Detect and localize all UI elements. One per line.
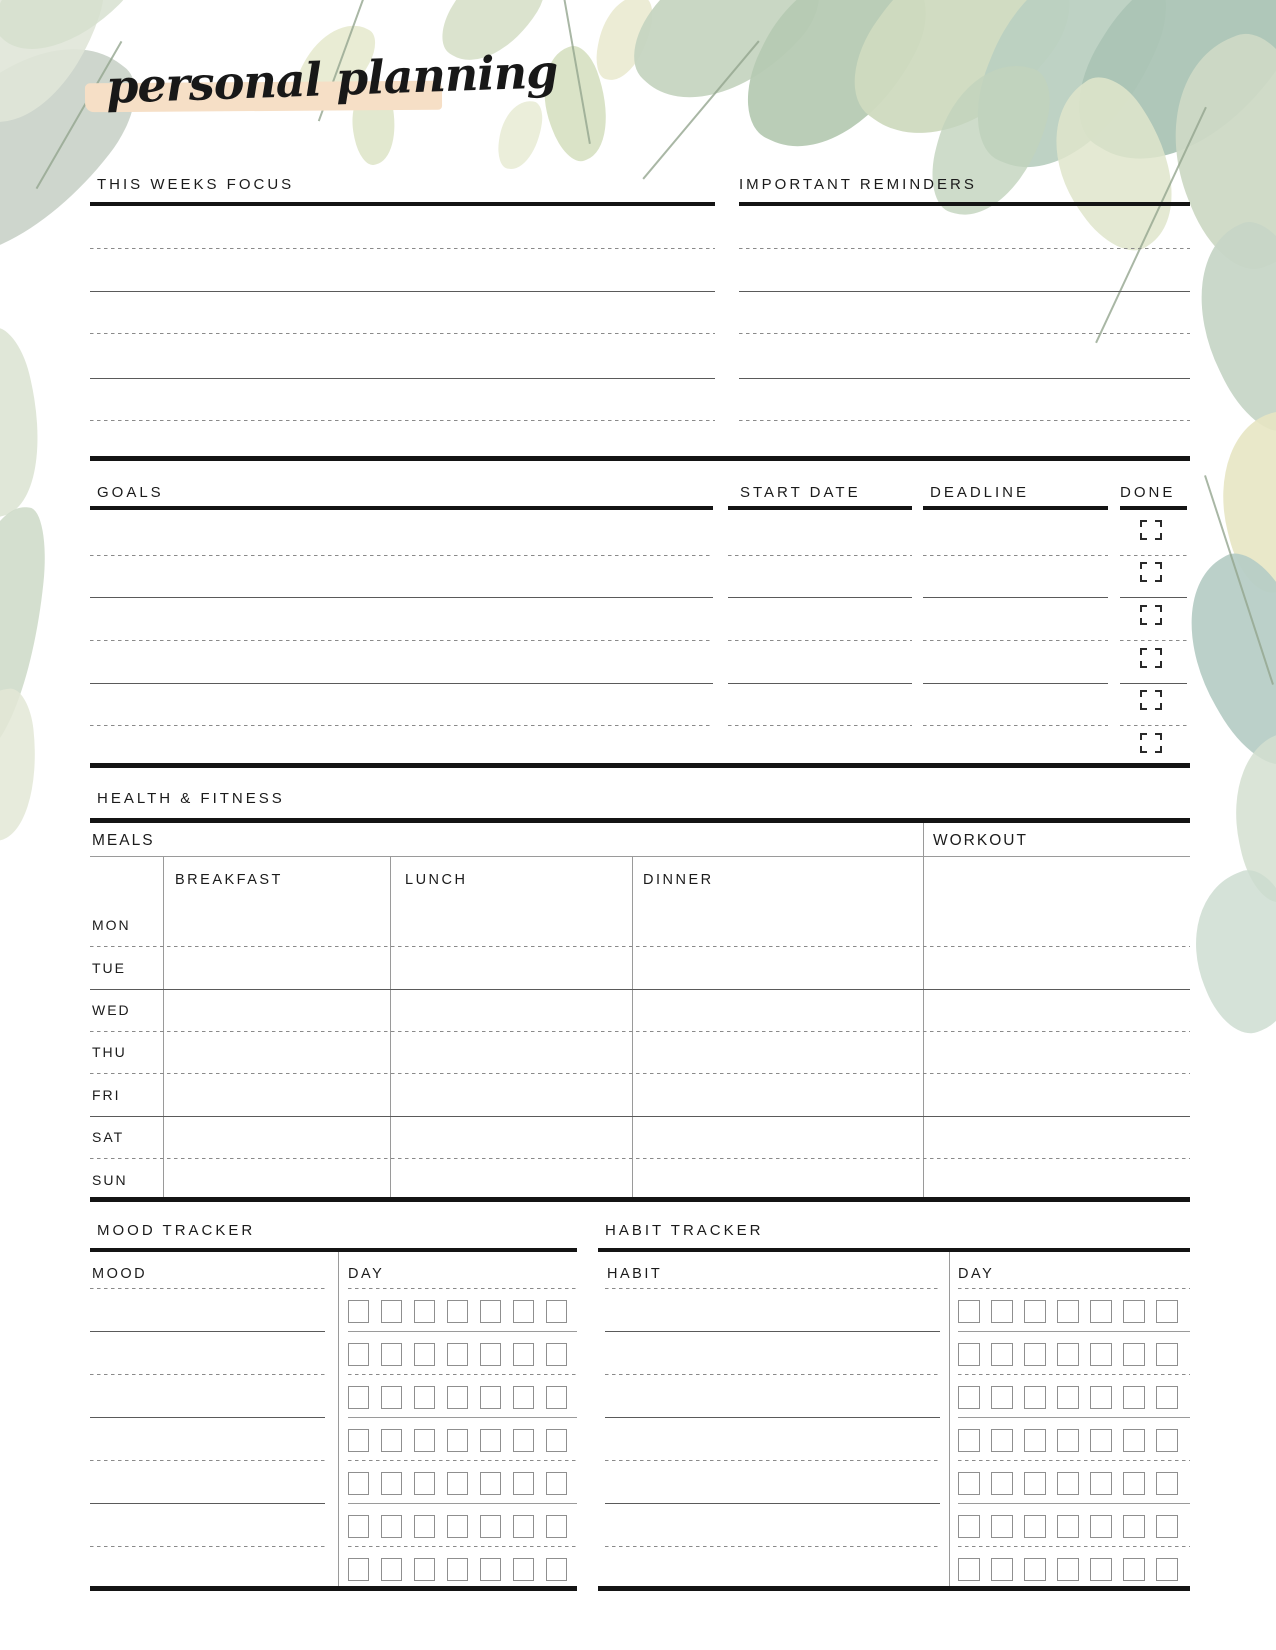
goal-row-line[interactable] [728, 640, 912, 641]
habit-day-checkbox[interactable] [958, 1343, 980, 1366]
habit-day-checkbox[interactable] [1024, 1343, 1046, 1366]
goal-row-line[interactable] [1120, 555, 1187, 556]
mood-day-checkbox[interactable] [447, 1472, 468, 1495]
habit-day-checkbox[interactable] [1090, 1515, 1112, 1538]
mood-day-checkbox[interactable] [513, 1558, 534, 1581]
mood-day-checkbox[interactable] [513, 1300, 534, 1323]
mood-day-checkbox[interactable] [414, 1558, 435, 1581]
mood-day-checkbox[interactable] [447, 1386, 468, 1409]
mood-day-checkbox[interactable] [546, 1472, 567, 1495]
mood-column-label: MOOD [92, 1266, 148, 1282]
habit-day-checkbox[interactable] [1123, 1386, 1145, 1409]
habit-day-row-line [958, 1546, 1190, 1547]
mood-row-line[interactable] [90, 1417, 325, 1418]
mood-day-checkbox[interactable] [480, 1343, 501, 1366]
habit-day-checkbox[interactable] [1156, 1472, 1178, 1495]
mood-day-checkbox[interactable] [513, 1343, 534, 1366]
meal-day-row-line[interactable] [90, 1031, 1190, 1032]
goal-row-line[interactable] [728, 597, 912, 598]
habit-day-checkbox[interactable] [1156, 1300, 1178, 1323]
mood-day-checkbox[interactable] [447, 1558, 468, 1581]
meal-column-divider [390, 856, 391, 1197]
habit-day-checkbox[interactable] [1057, 1386, 1079, 1409]
habit-day-row-line [958, 1417, 1190, 1418]
focus-writing-line[interactable] [90, 420, 715, 421]
focus-heading-underline [90, 202, 715, 206]
habit-day-divider [949, 1252, 950, 1586]
done-checkbox[interactable] [1140, 520, 1162, 540]
reminders-writing-line[interactable] [739, 291, 1190, 292]
goals-header-underline [728, 506, 912, 510]
habit-day-checkbox[interactable] [991, 1343, 1013, 1366]
mood-row-line[interactable] [90, 1546, 325, 1547]
habit-day-checkbox[interactable] [1057, 1429, 1079, 1452]
meal-day-label: TUE [92, 960, 126, 976]
goal-row-line[interactable] [90, 725, 713, 726]
mood-day-row-line [348, 1331, 577, 1332]
focus-writing-line[interactable] [90, 378, 715, 379]
mood-day-underline [348, 1288, 577, 1289]
mood-day-checkbox[interactable] [381, 1300, 402, 1323]
habit-day-checkbox[interactable] [1090, 1343, 1112, 1366]
mood-day-checkbox[interactable] [447, 1515, 468, 1538]
mood-day-checkbox[interactable] [348, 1386, 369, 1409]
habit-row-line[interactable] [605, 1503, 940, 1504]
health-heading: HEALTH & FITNESS [97, 790, 285, 807]
habit-day-row-line [958, 1460, 1190, 1461]
page-title: personal planning [105, 44, 559, 114]
mood-day-checkbox[interactable] [480, 1300, 501, 1323]
habit-tracker-bottom-bar [598, 1586, 1190, 1591]
reminders-writing-line[interactable] [739, 248, 1190, 249]
habit-day-checkbox[interactable] [1057, 1515, 1079, 1538]
mood-day-checkbox[interactable] [480, 1472, 501, 1495]
habit-day-checkbox[interactable] [1024, 1515, 1046, 1538]
goal-row-line[interactable] [1120, 640, 1187, 641]
mood-day-checkbox[interactable] [546, 1386, 567, 1409]
habit-day-checkbox[interactable] [1123, 1343, 1145, 1366]
habit-day-checkbox[interactable] [1123, 1558, 1145, 1581]
focus-writing-line[interactable] [90, 248, 715, 249]
mood-day-checkbox[interactable] [513, 1429, 534, 1452]
habit-label-underline [605, 1288, 940, 1289]
mood-tracker-heading-underline [90, 1248, 577, 1252]
goal-row-line[interactable] [1120, 597, 1187, 598]
habit-day-checkbox[interactable] [991, 1558, 1013, 1581]
mood-day-row-line [348, 1374, 577, 1375]
mood-row-line[interactable] [90, 1374, 325, 1375]
mood-day-checkbox[interactable] [546, 1429, 567, 1452]
mood-day-checkbox[interactable] [381, 1472, 402, 1495]
goal-row-line[interactable] [90, 683, 713, 684]
habit-day-checkbox[interactable] [991, 1472, 1013, 1495]
mood-day-checkbox[interactable] [513, 1472, 534, 1495]
meal-day-label: SUN [92, 1172, 128, 1188]
mood-day-checkbox[interactable] [414, 1429, 435, 1452]
meals-label: MEALS [92, 832, 155, 849]
meal-day-row-line[interactable] [90, 1158, 1190, 1159]
goal-row-line[interactable] [923, 597, 1108, 598]
workout-column-divider [923, 823, 924, 1197]
habit-day-column-label: DAY [958, 1266, 995, 1282]
meal-day-row-line[interactable] [90, 989, 1190, 990]
mood-row-line[interactable] [90, 1331, 325, 1332]
meal-day-label: FRI [92, 1087, 121, 1103]
workout-label: WORKOUT [933, 832, 1028, 849]
habit-day-checkbox[interactable] [958, 1558, 980, 1581]
meal-day-label: THU [92, 1044, 127, 1060]
habit-row-line[interactable] [605, 1460, 940, 1461]
reminders-writing-line[interactable] [739, 420, 1190, 421]
meal-column-breakfast: BREAKFAST [175, 872, 283, 888]
done-checkbox[interactable] [1140, 562, 1162, 582]
goal-row-line[interactable] [923, 555, 1108, 556]
habit-day-checkbox[interactable] [1090, 1558, 1112, 1581]
mood-day-checkbox[interactable] [348, 1300, 369, 1323]
mood-day-row-line [348, 1503, 577, 1504]
goals-column-goals: GOALS [97, 484, 164, 501]
mood-day-row-line [348, 1460, 577, 1461]
reminders-writing-line[interactable] [739, 333, 1190, 334]
mood-day-column-label: DAY [348, 1266, 385, 1282]
focus-writing-line[interactable] [90, 291, 715, 292]
mood-day-checkbox[interactable] [348, 1429, 369, 1452]
meal-day-row-line[interactable] [90, 1073, 1190, 1074]
reminders-heading: IMPORTANT REMINDERS [739, 176, 977, 193]
habit-day-checkbox[interactable] [1057, 1558, 1079, 1581]
mood-day-divider [338, 1252, 339, 1586]
habit-day-row-line [958, 1503, 1190, 1504]
habit-day-checkbox[interactable] [1057, 1343, 1079, 1366]
habit-day-checkbox[interactable] [1090, 1300, 1112, 1323]
mood-day-checkbox[interactable] [414, 1472, 435, 1495]
mood-day-checkbox[interactable] [348, 1558, 369, 1581]
goal-row-line[interactable] [90, 555, 713, 556]
mood-day-checkbox[interactable] [513, 1386, 534, 1409]
goals-header-underline [1120, 506, 1187, 510]
mood-tracker-bottom-bar [90, 1586, 577, 1591]
meal-column-divider [632, 856, 633, 1197]
goal-row-line[interactable] [1120, 683, 1187, 684]
meal-column-lunch: LUNCH [405, 872, 468, 888]
mood-day-checkbox[interactable] [414, 1300, 435, 1323]
mood-day-checkbox[interactable] [480, 1515, 501, 1538]
goal-row-line[interactable] [923, 683, 1108, 684]
goal-row-line[interactable] [728, 683, 912, 684]
habit-day-checkbox[interactable] [1024, 1429, 1046, 1452]
habit-row-line[interactable] [605, 1374, 940, 1375]
goal-row-line[interactable] [1120, 725, 1187, 726]
mood-day-checkbox[interactable] [381, 1386, 402, 1409]
habit-day-checkbox[interactable] [1156, 1386, 1178, 1409]
goal-row-line[interactable] [923, 725, 1108, 726]
mood-day-checkbox[interactable] [348, 1472, 369, 1495]
reminders-heading-underline [739, 202, 1190, 206]
goals-column-done: DONE [1120, 484, 1176, 501]
habit-day-checkbox[interactable] [1024, 1386, 1046, 1409]
habit-day-checkbox[interactable] [1057, 1472, 1079, 1495]
mood-day-checkbox[interactable] [381, 1558, 402, 1581]
done-checkbox[interactable] [1140, 733, 1162, 753]
habit-day-checkbox[interactable] [958, 1472, 980, 1495]
mood-day-checkbox[interactable] [348, 1515, 369, 1538]
habit-day-row-line [958, 1331, 1190, 1332]
habit-day-checkbox[interactable] [1156, 1429, 1178, 1452]
mood-day-row-line [348, 1546, 577, 1547]
mood-day-checkbox[interactable] [447, 1300, 468, 1323]
mood-day-checkbox[interactable] [414, 1386, 435, 1409]
done-checkbox[interactable] [1140, 690, 1162, 710]
goal-row-line[interactable] [90, 640, 713, 641]
meal-day-label: WED [92, 1002, 131, 1018]
habit-day-checkbox[interactable] [1123, 1300, 1145, 1323]
meal-column-dinner: DINNER [643, 872, 714, 888]
section-divider-bar [90, 763, 1190, 768]
habit-day-checkbox[interactable] [1123, 1472, 1145, 1495]
meal-day-label: SAT [92, 1129, 125, 1145]
focus-heading: THIS WEEKS FOCUS [97, 176, 295, 193]
habit-day-checkbox[interactable] [958, 1515, 980, 1538]
meal-day-row-line[interactable] [90, 946, 1190, 947]
habit-day-checkbox[interactable] [991, 1429, 1013, 1452]
habit-day-checkbox[interactable] [1156, 1515, 1178, 1538]
meal-column-divider [163, 856, 164, 1197]
habit-day-checkbox[interactable] [1123, 1429, 1145, 1452]
goal-row-line[interactable] [923, 640, 1108, 641]
mood-day-checkbox[interactable] [447, 1343, 468, 1366]
habit-day-checkbox[interactable] [1024, 1472, 1046, 1495]
habit-day-underline [958, 1288, 1190, 1289]
habit-day-checkbox[interactable] [1090, 1386, 1112, 1409]
habit-day-checkbox[interactable] [1123, 1515, 1145, 1538]
habit-row-line[interactable] [605, 1546, 940, 1547]
mood-day-checkbox[interactable] [546, 1558, 567, 1581]
habit-day-checkbox[interactable] [958, 1386, 980, 1409]
goal-row-line[interactable] [728, 725, 912, 726]
habit-day-checkbox[interactable] [1024, 1558, 1046, 1581]
mood-day-checkbox[interactable] [480, 1429, 501, 1452]
mood-day-checkbox[interactable] [381, 1515, 402, 1538]
habit-tracker-heading-underline [598, 1248, 1190, 1252]
habit-day-checkbox[interactable] [1024, 1300, 1046, 1323]
habit-day-checkbox[interactable] [1156, 1343, 1178, 1366]
habit-column-label: HABIT [607, 1266, 663, 1282]
mood-day-checkbox[interactable] [348, 1343, 369, 1366]
mood-day-checkbox[interactable] [447, 1429, 468, 1452]
goals-header-underline [90, 506, 713, 510]
mood-day-checkbox[interactable] [381, 1429, 402, 1452]
section-divider-bar [90, 1197, 1190, 1202]
habit-day-checkbox[interactable] [991, 1386, 1013, 1409]
reminders-writing-line[interactable] [739, 378, 1190, 379]
habit-day-checkbox[interactable] [991, 1515, 1013, 1538]
habit-day-checkbox[interactable] [958, 1300, 980, 1323]
mood-day-checkbox[interactable] [480, 1386, 501, 1409]
meal-day-label: MON [92, 917, 131, 933]
done-checkbox[interactable] [1140, 605, 1162, 625]
meal-day-row-line[interactable] [90, 1116, 1190, 1117]
mood-label-underline [90, 1288, 325, 1289]
habit-tracker-heading: HABIT TRACKER [605, 1222, 764, 1239]
habit-day-checkbox[interactable] [1090, 1472, 1112, 1495]
done-checkbox[interactable] [1140, 648, 1162, 668]
mood-day-checkbox[interactable] [546, 1300, 567, 1323]
habit-day-checkbox[interactable] [1156, 1558, 1178, 1581]
section-divider-bar [90, 456, 1190, 461]
mood-tracker-heading: MOOD TRACKER [97, 1222, 256, 1239]
habit-day-checkbox[interactable] [1090, 1429, 1112, 1452]
habit-day-checkbox[interactable] [958, 1429, 980, 1452]
mood-row-line[interactable] [90, 1503, 325, 1504]
mood-day-checkbox[interactable] [381, 1343, 402, 1366]
habit-day-checkbox[interactable] [991, 1300, 1013, 1323]
mood-day-checkbox[interactable] [546, 1343, 567, 1366]
mood-day-checkbox[interactable] [513, 1515, 534, 1538]
habit-day-checkbox[interactable] [1057, 1300, 1079, 1323]
mood-row-line[interactable] [90, 1460, 325, 1461]
goals-column-start-date: START DATE [740, 484, 861, 501]
goals-column-deadline: DEADLINE [930, 484, 1030, 501]
mood-day-checkbox[interactable] [414, 1515, 435, 1538]
habit-day-row-line [958, 1374, 1190, 1375]
goal-row-line[interactable] [90, 597, 713, 598]
section-divider-bar [90, 818, 1190, 823]
goal-row-line[interactable] [728, 555, 912, 556]
goals-header-underline [923, 506, 1108, 510]
habit-row-line[interactable] [605, 1417, 940, 1418]
mood-day-checkbox[interactable] [546, 1515, 567, 1538]
mood-day-row-line [348, 1417, 577, 1418]
meals-header-line [90, 856, 1190, 857]
mood-day-checkbox[interactable] [480, 1558, 501, 1581]
focus-writing-line[interactable] [90, 333, 715, 334]
habit-row-line[interactable] [605, 1331, 940, 1332]
mood-day-checkbox[interactable] [414, 1343, 435, 1366]
